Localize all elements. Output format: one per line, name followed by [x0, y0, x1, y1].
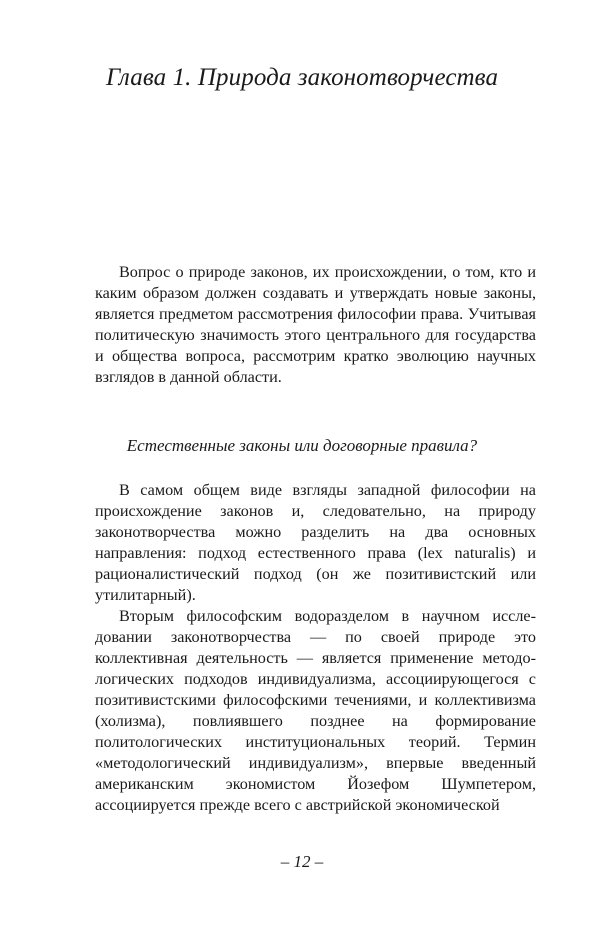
page-number: – 12 –: [280, 852, 324, 871]
section-heading: Естественные законы или договорные правила?: [126, 436, 478, 455]
body-paragraph-2: Вторым философским водоразделом в научном исследовании законотворчества — по своей природе это коллективная деятельность — является применение методологических подходов индивидуализма, ассоциирующегося с позитивистскими философскими течениями, и коллективизма (холизма), повлиявшего позднее на формирование политологических институциональных теорий. Термин «методологический индивидуализм», впервые введенный американским экономистом Йозефом Шумпетером, ассоциируется прежде всего с австрийской экономической: [95, 607, 536, 814]
chapter-title: Глава 1. Природа законотворчества: [105, 64, 499, 91]
body-section: [95, 480, 536, 816]
body-paragraph-1: В самом общем виде взгляды западной философии на происхождение законов и, следовательно, на природу законотворчества можно разделить на два основных направления: подход естественного права (lex naturalis) и рационалистический подход (он же позитивистский или утилитарный).: [95, 481, 536, 604]
intro-section: [95, 262, 536, 388]
intro-paragraph: Вопрос о природе законов, их происхождении, о том, кто и каким образом должен создавать и утверждать новые законы, является предметом рассмотрения философии права. Учитывая политическую значимость этого центрального для государства и общества вопроса, рассмотрим кратко эволюцию научных взглядов в данной области.: [95, 263, 536, 386]
